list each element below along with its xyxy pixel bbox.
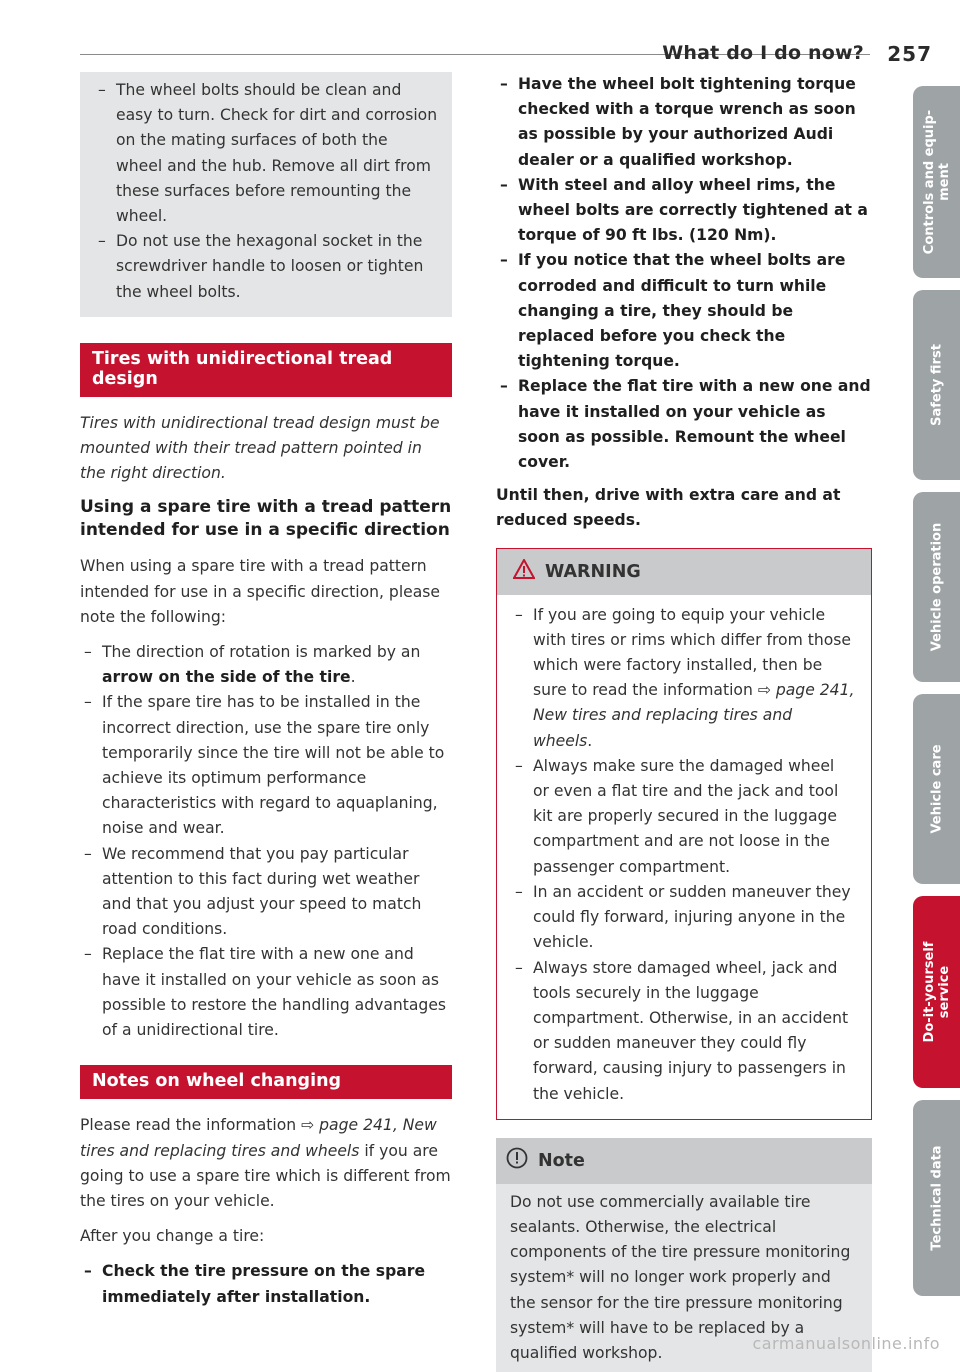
- page-title: What do I do now?: [662, 42, 864, 64]
- list-item: – Replace the flat tire with a new one and have it installed on your vehicle as soon as possible. Remount the wheel cover.: [500, 377, 871, 472]
- sub-intro: When using a spare tire with a tread pattern intended for use in a specific direction, please note the following:: [80, 557, 441, 626]
- section2-paragraph: Please read the information ⇨ page 241, New tires and replacing tires and wheels if you are going to use a spare tire which is different from the tires on your vehicle.: [80, 1116, 451, 1210]
- note-header: [496, 1138, 872, 1184]
- tab-do-it-yourself-service[interactable]: Do-it-yourself service: [913, 896, 960, 1088]
- page-reference-link[interactable]: ⇨ page 241, New tires and replacing tires and wheels: [80, 1116, 437, 1160]
- note-title: Note: [538, 1150, 585, 1171]
- list-item: – With steel and alloy wheel rims, the wheel bolts are correctly tightened at a torque of 90 ft lbs. (120 Nm).: [500, 175, 868, 245]
- warning-title: WARNING: [545, 561, 641, 582]
- list-item: – In an accident or sudden maneuver they could fly forward, injuring anyone in the vehicle.: [515, 882, 851, 952]
- page-number: 257: [887, 42, 932, 66]
- list-item: – Replace the flat tire with a new one and have it installed on your vehicle as soon as possible to restore the handling advantages of a unidirectional tire.: [84, 945, 447, 1040]
- tab-vehicle-operation[interactable]: Vehicle operation: [913, 492, 960, 682]
- tab-vehicle-care[interactable]: Vehicle care: [913, 694, 960, 884]
- list-item: – If you notice that the wheel bolts are corroded and difficult to turn while changing a tire, they should be replaced before you check the tightening torque.: [500, 251, 846, 371]
- list-item: – If you are going to equip your vehicle with tires or rims which differ from those which were factory installed, then be sure to read the information ⇨ page 241, New tires and replacing tires and wheels.: [515, 605, 855, 750]
- section-intro: Tires with unidirectional tread design must be mounted with their tread pattern pointed in the right direction.: [80, 413, 440, 483]
- section-heading-wheel-changing: Notes on wheel changing: [80, 1065, 452, 1099]
- list-item: – The wheel bolts should be clean and easy to turn. Check for dirt and corrosion on the mating surfaces of both the wheel and the hub. Remove all dirt from these surfaces before remounting the wheel.: [98, 81, 438, 226]
- note-body: Do not use commercially available tire sealants. Otherwise, the electrical components of the tire pressure monitoring system* will no longer work properly and the sensor for the tire pressure monitoring system* will have to be replaced by a qualified workshop.: [510, 1192, 851, 1362]
- after-change-text: After you change a tire:: [80, 1227, 265, 1246]
- list-item: – Always make sure the damaged wheel or even a flat tire and the jack and tool kit are properly secured in the luggage compartment and are not loose in the passenger compartment.: [515, 756, 839, 876]
- list-item: – Check the tire pressure on the spare immediately after installation.: [84, 1262, 426, 1306]
- tab-technical-data[interactable]: Technical data: [913, 1100, 960, 1296]
- warning-box: [496, 548, 872, 1120]
- info-circle-icon: [506, 1147, 528, 1174]
- tab-safety-first[interactable]: Safety first: [913, 290, 960, 480]
- until-then-text: Until then, drive with extra care and at reduced speeds.: [496, 486, 841, 530]
- continued-list-box: [80, 72, 452, 317]
- tab-controls-and-equipment[interactable]: Controls and equip- ment: [913, 86, 960, 278]
- list-item: – Have the wheel bolt tightening torque checked with a torque wrench as soon as possible by your authorized Audi dealer or a qualified workshop.: [500, 75, 856, 169]
- warning-body: [497, 595, 871, 1119]
- left-column: [80, 72, 452, 1310]
- warning-header: [497, 549, 871, 595]
- watermark: carmanualsonline.info: [752, 1334, 940, 1353]
- list-item: – The direction of rotation is marked by an arrow on the side of the tire.: [84, 643, 421, 687]
- section-heading-unidirectional: Tires with unidirectional tread design: [80, 343, 452, 397]
- page-reference-link[interactable]: ⇨ page 241, New tires and replacing tires and wheels: [533, 681, 855, 750]
- list-item: – Do not use the hexagonal socket in the screwdriver handle to loosen or tighten the wheel bolts.: [98, 232, 424, 301]
- right-column: [496, 72, 872, 1372]
- list-item: – Always store damaged wheel, jack and tools securely in the luggage compartment. Otherwise, in an accident or sudden maneuver they could fly forward, causing injury to passengers in the vehicle.: [515, 958, 849, 1103]
- list-item: – We recommend that you pay particular attention to this fact during wet weather and that you adjust your speed to match road conditions.: [84, 844, 422, 939]
- warning-triangle-icon: [513, 559, 535, 584]
- list-item: – If the spare tire has to be installed in the incorrect direction, use the spare tire only temporarily since the tire will not be able to achieve its optimum performance characteristics with regard to aquaplaning, noise and wear.: [84, 693, 445, 838]
- sub-heading: Using a spare tire with a tread pattern intended for use in a specific direction: [80, 497, 452, 541]
